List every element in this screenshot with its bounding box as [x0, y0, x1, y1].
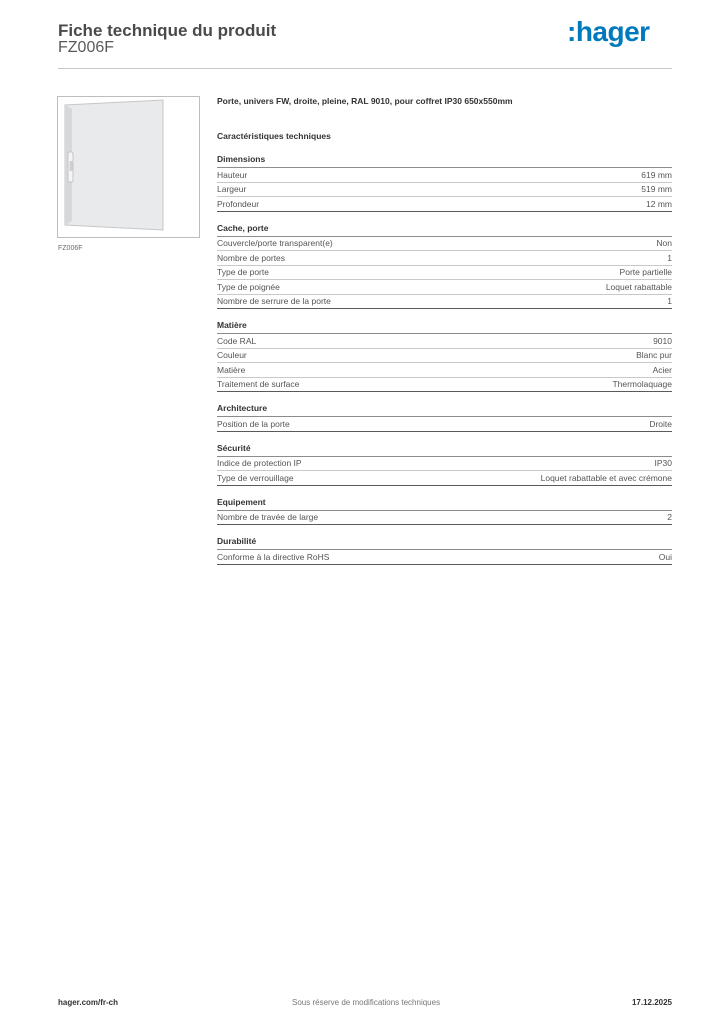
footer-disclaimer: Sous réserve de modifications techniques: [292, 998, 441, 1007]
spec-label: Nombre de serrure de la porte: [217, 296, 331, 307]
spec-value: IP30: [654, 458, 672, 469]
spec-value: 2: [667, 512, 672, 523]
spec-row: [217, 457, 672, 472]
hager-logo: :hager: [567, 16, 650, 47]
spec-row: [217, 349, 672, 364]
spec-section: [217, 401, 672, 432]
spec-section: [217, 318, 672, 392]
section-title: Architecture: [217, 401, 672, 417]
spec-value: 1: [667, 252, 672, 263]
spec-label: Nombre de portes: [217, 252, 286, 263]
spec-section: [217, 152, 672, 212]
footer-date: 17.12.2025: [631, 998, 672, 1007]
section-title: Cache, porte: [217, 221, 672, 237]
spec-row: [217, 197, 672, 212]
spec-value: Droite: [649, 418, 672, 429]
image-caption: FZ006F: [58, 245, 83, 252]
spec-label: Profondeur: [217, 198, 260, 209]
spec-section: [217, 534, 672, 565]
spec-label: Couvercle/porte transparent(e): [217, 238, 333, 249]
specs-table: [217, 152, 672, 574]
spec-label: Couleur: [217, 350, 247, 361]
spec-section: [217, 221, 672, 310]
product-code: FZ006F: [58, 39, 115, 56]
spec-value: 9010: [653, 335, 672, 346]
spec-section: [217, 495, 672, 526]
page-title: Fiche technique du produit: [58, 21, 277, 40]
footer-website[interactable]: hager.com/fr-ch: [58, 998, 119, 1007]
spec-value: 519 mm: [641, 184, 672, 195]
spec-row: [217, 378, 672, 393]
spec-row: [217, 168, 672, 183]
spec-row: [217, 280, 672, 295]
spec-label: Type de poignée: [217, 281, 280, 292]
section-title: Dimensions: [217, 152, 672, 168]
spec-row: [217, 471, 672, 486]
door-illustration: [58, 97, 199, 237]
spec-value: Loquet rabattable: [605, 281, 672, 292]
spec-label: Indice de protection IP: [217, 458, 302, 469]
spec-value: Blanc pur: [636, 350, 672, 361]
spec-row: [217, 417, 672, 432]
spec-label: Nombre de travée de large: [217, 512, 319, 523]
specs-heading: Caractéristiques techniques: [217, 131, 331, 141]
spec-label: Type de verrouillage: [217, 472, 294, 483]
spec-value: Loquet rabattable et avec crémone: [540, 472, 672, 483]
spec-row: [217, 266, 672, 281]
spec-label: Traitement de surface: [217, 379, 300, 390]
spec-value: 619 mm: [641, 169, 672, 180]
product-description: Porte, univers FW, droite, pleine, RAL 9010, pour coffret IP30 650x550mm: [217, 96, 513, 106]
spec-value: Non: [656, 238, 672, 249]
spec-value: Oui: [658, 551, 672, 562]
spec-section: [217, 441, 672, 486]
spec-label: Code RAL: [217, 335, 257, 346]
section-title: Equipement: [217, 495, 672, 511]
spec-label: Matière: [217, 364, 246, 375]
spec-value: 1: [667, 296, 672, 307]
section-title: Durabilité: [217, 534, 672, 550]
spec-row: [217, 550, 672, 565]
section-title: Matière: [217, 318, 672, 334]
spec-row: [217, 363, 672, 378]
spec-row: [217, 251, 672, 266]
spec-row: [217, 334, 672, 349]
product-image: [57, 96, 200, 238]
spec-label: Type de porte: [217, 267, 269, 278]
section-title: Sécurité: [217, 441, 672, 457]
spec-value: Thermolaquage: [612, 379, 672, 390]
header-divider: [58, 68, 672, 69]
spec-row: [217, 237, 672, 252]
spec-row: [217, 511, 672, 526]
spec-label: Largeur: [217, 184, 247, 195]
spec-value: Acier: [652, 364, 672, 375]
spec-value: 12 mm: [646, 198, 672, 209]
spec-row: [217, 295, 672, 310]
spec-value: Porte partielle: [619, 267, 672, 278]
spec-label: Position de la porte: [217, 418, 290, 429]
spec-label: Conforme à la directive RoHS: [217, 551, 330, 562]
spec-row: [217, 183, 672, 198]
spec-label: Hauteur: [217, 169, 248, 180]
